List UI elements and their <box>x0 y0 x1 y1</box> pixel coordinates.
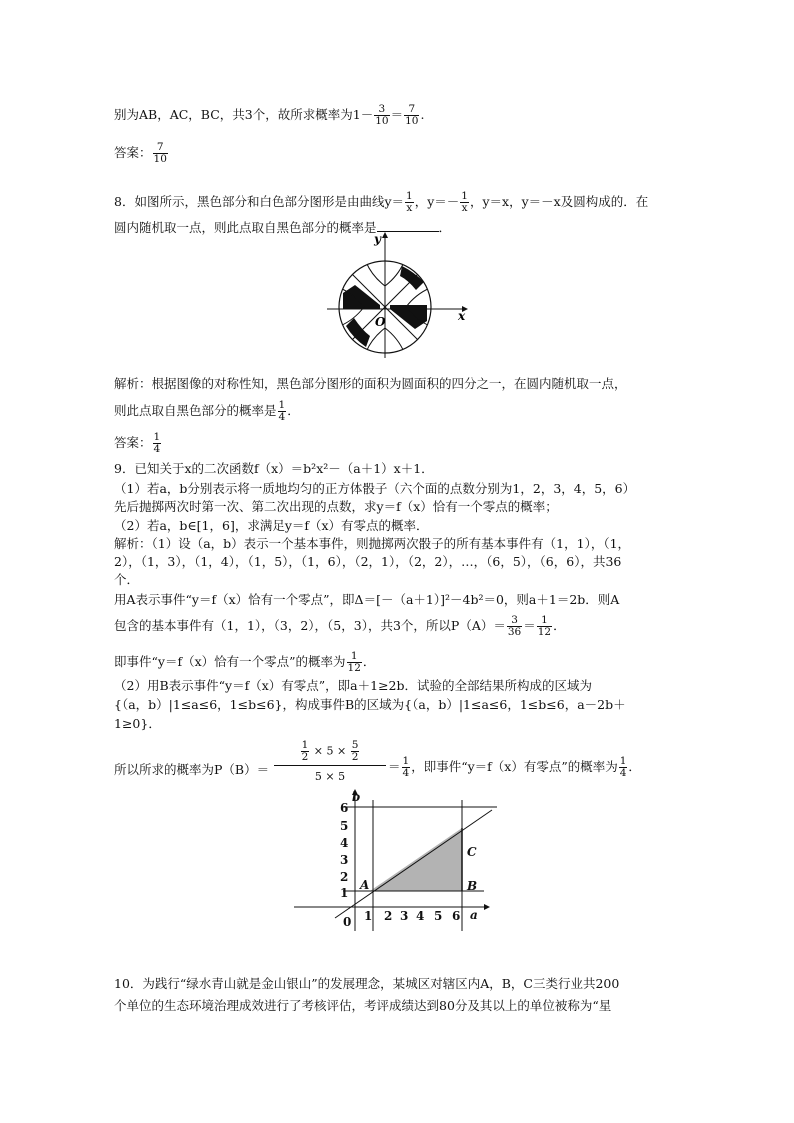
svg-text:3: 3 <box>340 853 349 867</box>
line-boundary <box>335 810 492 918</box>
svg-text:B: B <box>467 879 478 893</box>
p8-question: 8．如图所示，黑色部分和白色部分图形是由曲线y＝ $\frac{1}{x}$ ，y＝－ $\frac{1}{x}$ ，y＝x，y＝－x及圆构成的．在 <box>114 190 649 214</box>
svg-text:2: 2 <box>384 909 393 923</box>
fraction: $\frac{1}{4}$ <box>278 399 286 423</box>
svg-text:5: 5 <box>434 909 443 923</box>
region-figure <box>288 788 500 938</box>
svg-text:1: 1 <box>340 886 349 900</box>
p9-solution: 个． <box>114 572 140 587</box>
p8-solution-1: 解析：根据图像的对称性知，黑色部分图形的面积为圆面积的四分之一，在圆内随机取一点， <box>114 376 627 391</box>
svg-text:1: 1 <box>364 909 373 923</box>
p8-answer: 答案： $\frac{1}{4}$ <box>114 431 161 455</box>
svg-text:b: b <box>352 790 361 804</box>
origin-label: O <box>375 315 386 329</box>
fraction: $\frac{1}{x}$ <box>406 190 413 214</box>
svg-text:A: A <box>360 878 370 892</box>
p9-solution: {（a，b）|1≤a≤6，1≤b≤6}，构成事件B的区域为{（a，b）|1≤a≤6，1≤b≤6，a－2b＋ <box>114 697 626 712</box>
p9-part1-cont: 先后抛掷两次时第一次、第二次出现的点数，求y＝f（x）恰有一个零点的概率； <box>114 499 558 514</box>
svg-text:4: 4 <box>340 836 349 850</box>
svg-text:0: 0 <box>343 915 352 929</box>
p7-line: 别为AB，AC，BC，共3个，故所求概率为1－ $\frac{3}{10}$ ＝ $\frac{7}{10}$ . <box>114 103 425 127</box>
fraction: $\frac{5}{2}$ <box>351 739 359 763</box>
svg-text:6: 6 <box>452 909 461 923</box>
p9-solution: 包含的基本事件有（1，1），（3，2），（5，3），共3个，所以P（A）＝ $\frac{3}{36}$ ＝ $\frac{1}{12}$ ． <box>114 614 566 638</box>
fraction: $\frac{1}{x}$ <box>461 190 468 214</box>
p8-question-2: 圆内随机取一点，则此点取自黑色部分的概率是 ． <box>114 220 452 235</box>
fraction: $\frac{3}{10}$ <box>375 103 389 127</box>
p9-part1: （1）若a，b分别表示将一质地均匀的正方体骰子（六个面的点数分别为1，2，3，4，5，6） <box>114 481 636 496</box>
fraction: $\frac{1}{2}$ <box>301 739 309 763</box>
p10-line-2: 个单位的生态环境治理成效进行了考核评估，考评成绩达到80分及其以上的单位被称为“星 <box>114 998 612 1013</box>
p9-solution: 2），（1，3），（1，4），（1，5），（1，6），（2，1），（2，2），…，（6，5），（6，6），共36 <box>114 554 622 569</box>
y-label: y <box>374 232 381 246</box>
svg-text:2: 2 <box>340 870 349 884</box>
svg-text:3: 3 <box>400 909 409 923</box>
p9-solution: 即事件“y＝f（x）恰有一个零点”的概率为 $\frac{1}{12}$ ． <box>114 650 376 674</box>
p9-question: 9．已知关于x的二次函数f（x）＝b²x²－（a＋1）x＋1． <box>114 461 434 476</box>
p8-solution-2: 则此点取自黑色部分的概率是 $\frac{1}{4}$ ． <box>114 399 300 423</box>
fraction: $\frac{1}{4}$ <box>619 755 627 779</box>
fraction: $\frac{1}{12}$ <box>537 614 552 638</box>
svg-text:6: 6 <box>340 801 349 815</box>
fraction: $\frac{3}{36}$ <box>507 614 522 638</box>
svg-text:C: C <box>467 845 477 859</box>
fraction: $\frac{7}{10}$ <box>153 141 167 165</box>
x-arrow <box>484 904 490 910</box>
svg-text:4: 4 <box>416 909 425 923</box>
p9-solution: 用A表示事件“y＝f（x）恰有一个零点”，即Δ＝[－（a＋1）]²－4b²＝0，则a＋1＝2b．则A <box>114 592 620 607</box>
circle-figure <box>320 228 470 360</box>
x-label: x <box>458 309 466 323</box>
p9-solution: 1≥0}． <box>114 716 161 731</box>
p9-solution: 解析：（1）设（a，b）表示一个基本事件，则抛掷两次骰子的所有基本事件有（1，1），（1， <box>114 536 631 551</box>
p7-answer: 答案： $\frac{7}{10}$ <box>114 141 167 165</box>
svg-text:5: 5 <box>340 819 349 833</box>
black-region <box>346 318 370 347</box>
big-fraction: $\frac{1}{2}$ × 5 × $\frac{5}{2}$ 5 × 5 <box>274 740 386 785</box>
shaded-region <box>370 828 462 891</box>
p9-solution: （2）用B表示事件“y＝f（x）有零点”，即a＋1≥2b．试验的全部结果所构成的区域为 <box>114 678 592 693</box>
p7-text: 别为AB，AC，BC，共3个，故所求概率为1－ <box>114 107 374 122</box>
p9-part2: （2）若a，b∈[1，6]，求满足y＝f（x）有零点的概率． <box>114 518 429 533</box>
fraction: $\frac{7}{10}$ <box>405 103 419 127</box>
svg-text:a: a <box>470 908 478 922</box>
p10-line-1: 10．为践行“绿水青山就是金山银山”的发展理念，某城区对辖区内A，B，C三类行业共200 <box>114 976 620 991</box>
fraction: $\frac{1}{12}$ <box>347 650 361 674</box>
y-axis-arrow <box>382 232 388 238</box>
fraction: $\frac{1}{4}$ <box>153 431 161 455</box>
fraction: $\frac{1}{4}$ <box>402 755 410 779</box>
